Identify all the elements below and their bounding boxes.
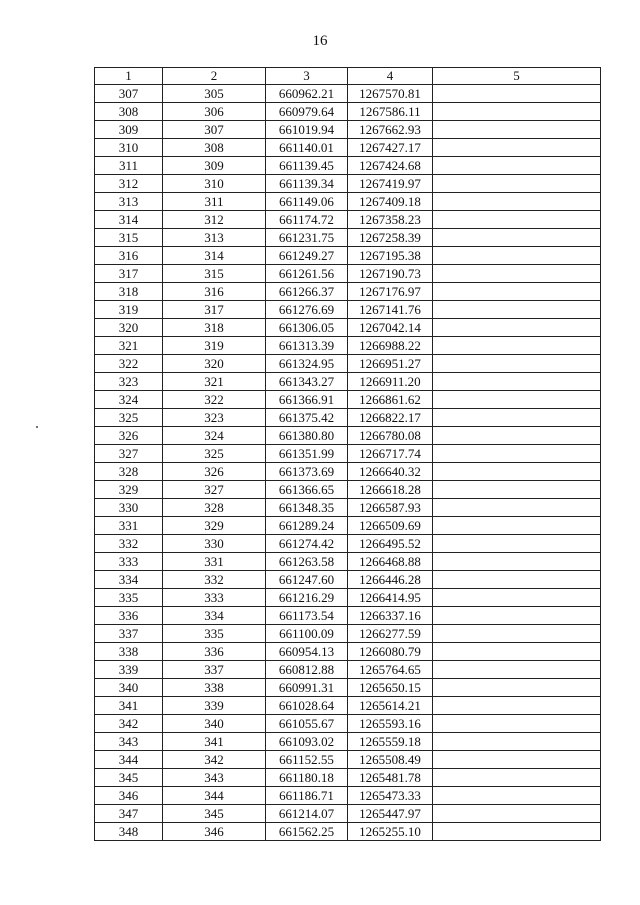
table-row bbox=[95, 787, 601, 805]
table-header-row bbox=[95, 68, 601, 85]
table-cell bbox=[433, 283, 601, 301]
table-cell: 1267419.97 bbox=[348, 175, 433, 193]
table-cell: 313 bbox=[95, 193, 163, 211]
table-cell bbox=[433, 463, 601, 481]
table-cell: 1266822.17 bbox=[348, 409, 433, 427]
page-number: 16 bbox=[312, 33, 328, 49]
table-cell: 661186.71 bbox=[266, 787, 348, 805]
table-cell: 310 bbox=[163, 175, 266, 193]
table-cell: 321 bbox=[163, 373, 266, 391]
table-cell bbox=[433, 373, 601, 391]
table-cell bbox=[433, 175, 601, 193]
table-cell bbox=[433, 517, 601, 535]
table-row bbox=[95, 823, 601, 841]
table-cell: 1265447.97 bbox=[348, 805, 433, 823]
table-cell: 327 bbox=[95, 445, 163, 463]
table-cell: 1265255.10 bbox=[348, 823, 433, 841]
table-cell: 315 bbox=[95, 229, 163, 247]
table-cell: 314 bbox=[95, 211, 163, 229]
table-cell: 320 bbox=[163, 355, 266, 373]
table-cell: 660962.21 bbox=[266, 85, 348, 103]
table-cell: 337 bbox=[163, 661, 266, 679]
table-row bbox=[95, 517, 601, 535]
table-cell: 316 bbox=[95, 247, 163, 265]
table-cell bbox=[433, 499, 601, 517]
table-row bbox=[95, 355, 601, 373]
table-cell bbox=[433, 103, 601, 121]
table-row bbox=[95, 607, 601, 625]
table-cell bbox=[433, 301, 601, 319]
table-cell bbox=[433, 211, 601, 229]
table-cell: 309 bbox=[95, 121, 163, 139]
table-cell: 1267662.93 bbox=[348, 121, 433, 139]
table-cell: 661214.07 bbox=[266, 805, 348, 823]
table-cell bbox=[433, 481, 601, 499]
table-cell: 661174.72 bbox=[266, 211, 348, 229]
table-cell bbox=[433, 391, 601, 409]
table-cell bbox=[433, 823, 601, 841]
table-cell: 344 bbox=[163, 787, 266, 805]
table-row bbox=[95, 337, 601, 355]
table-row bbox=[95, 211, 601, 229]
table-cell: 318 bbox=[95, 283, 163, 301]
table-cell: 315 bbox=[163, 265, 266, 283]
table-cell: 661366.91 bbox=[266, 391, 348, 409]
table-cell: 327 bbox=[163, 481, 266, 499]
table-cell: 324 bbox=[163, 427, 266, 445]
table-row bbox=[95, 643, 601, 661]
table-cell: 661366.65 bbox=[266, 481, 348, 499]
table-row bbox=[95, 751, 601, 769]
table-cell: 660954.13 bbox=[266, 643, 348, 661]
table-cell: 661274.42 bbox=[266, 535, 348, 553]
table-cell: 343 bbox=[163, 769, 266, 787]
table-cell: 308 bbox=[163, 139, 266, 157]
table-row bbox=[95, 679, 601, 697]
table-cell: 306 bbox=[163, 103, 266, 121]
table-cell: 328 bbox=[95, 463, 163, 481]
table-cell: 319 bbox=[163, 337, 266, 355]
table-cell: 334 bbox=[95, 571, 163, 589]
table-cell: 1267586.11 bbox=[348, 103, 433, 121]
table-cell: 661180.18 bbox=[266, 769, 348, 787]
table-cell: 340 bbox=[163, 715, 266, 733]
table-cell: 661276.69 bbox=[266, 301, 348, 319]
table-cell bbox=[433, 751, 601, 769]
table-cell: 338 bbox=[163, 679, 266, 697]
table-cell: 313 bbox=[163, 229, 266, 247]
table-cell: 317 bbox=[163, 301, 266, 319]
table-cell: 1266337.16 bbox=[348, 607, 433, 625]
table-row bbox=[95, 463, 601, 481]
table-cell: 660991.31 bbox=[266, 679, 348, 697]
table-cell: 321 bbox=[95, 337, 163, 355]
table-row bbox=[95, 733, 601, 751]
table-cell: 320 bbox=[95, 319, 163, 337]
table-row bbox=[95, 661, 601, 679]
table-cell: 336 bbox=[163, 643, 266, 661]
table-cell: 333 bbox=[163, 589, 266, 607]
table-cell bbox=[433, 715, 601, 733]
table-cell: 341 bbox=[163, 733, 266, 751]
table-row bbox=[95, 391, 601, 409]
table-row bbox=[95, 481, 601, 499]
table-cell: 661149.06 bbox=[266, 193, 348, 211]
table-cell: 324 bbox=[95, 391, 163, 409]
table-cell: 1266911.20 bbox=[348, 373, 433, 391]
table-cell: 339 bbox=[163, 697, 266, 715]
table-cell: 331 bbox=[95, 517, 163, 535]
table-row bbox=[95, 499, 601, 517]
table-row bbox=[95, 589, 601, 607]
table-row bbox=[95, 715, 601, 733]
table-cell: 325 bbox=[95, 409, 163, 427]
table-row bbox=[95, 193, 601, 211]
table-cell: 1266495.52 bbox=[348, 535, 433, 553]
table-row bbox=[95, 553, 601, 571]
table-cell: 1266988.22 bbox=[348, 337, 433, 355]
table-cell: 1266640.32 bbox=[348, 463, 433, 481]
table-row bbox=[95, 535, 601, 553]
table-cell: 1267358.23 bbox=[348, 211, 433, 229]
table-cell: 335 bbox=[95, 589, 163, 607]
scan-artifact-dot bbox=[36, 426, 38, 428]
table-cell: 1266446.28 bbox=[348, 571, 433, 589]
table-cell: 661140.01 bbox=[266, 139, 348, 157]
table-cell: 661093.02 bbox=[266, 733, 348, 751]
table-cell: 312 bbox=[163, 211, 266, 229]
table-cell bbox=[433, 697, 601, 715]
table-cell: 661173.54 bbox=[266, 607, 348, 625]
table-cell: 1267195.38 bbox=[348, 247, 433, 265]
table-cell: 1267042.14 bbox=[348, 319, 433, 337]
table-cell: 661324.95 bbox=[266, 355, 348, 373]
table-cell: 1266717.74 bbox=[348, 445, 433, 463]
table-cell: 661249.27 bbox=[266, 247, 348, 265]
column-header: 4 bbox=[348, 68, 433, 85]
table-cell: 337 bbox=[95, 625, 163, 643]
table-row bbox=[95, 229, 601, 247]
table-cell: 1266277.59 bbox=[348, 625, 433, 643]
table-cell: 307 bbox=[95, 85, 163, 103]
table-cell: 1265473.33 bbox=[348, 787, 433, 805]
table-cell: 330 bbox=[95, 499, 163, 517]
table-cell bbox=[433, 139, 601, 157]
table-cell: 1265650.15 bbox=[348, 679, 433, 697]
table-cell: 339 bbox=[95, 661, 163, 679]
table-cell: 661247.60 bbox=[266, 571, 348, 589]
table-cell: 1267176.97 bbox=[348, 283, 433, 301]
table-cell: 345 bbox=[95, 769, 163, 787]
coordinates-table bbox=[94, 67, 601, 841]
table-cell bbox=[433, 229, 601, 247]
table-cell: 661289.24 bbox=[266, 517, 348, 535]
table-cell bbox=[433, 535, 601, 553]
table-cell: 343 bbox=[95, 733, 163, 751]
table-cell: 319 bbox=[95, 301, 163, 319]
table-cell: 338 bbox=[95, 643, 163, 661]
table-row bbox=[95, 571, 601, 589]
table-cell: 307 bbox=[163, 121, 266, 139]
table-cell: 661266.37 bbox=[266, 283, 348, 301]
table-cell: 322 bbox=[95, 355, 163, 373]
table-row bbox=[95, 121, 601, 139]
table-cell bbox=[433, 319, 601, 337]
table-row bbox=[95, 769, 601, 787]
table-cell: 329 bbox=[163, 517, 266, 535]
table-cell: 1266080.79 bbox=[348, 643, 433, 661]
table-cell bbox=[433, 337, 601, 355]
table-cell: 661562.25 bbox=[266, 823, 348, 841]
column-header: 5 bbox=[433, 68, 601, 85]
table-cell: 345 bbox=[163, 805, 266, 823]
table-cell: 661261.56 bbox=[266, 265, 348, 283]
table-cell bbox=[433, 85, 601, 103]
table-cell bbox=[433, 787, 601, 805]
table-cell: 1265559.18 bbox=[348, 733, 433, 751]
table-cell: 328 bbox=[163, 499, 266, 517]
table-cell: 305 bbox=[163, 85, 266, 103]
table-cell: 661139.34 bbox=[266, 175, 348, 193]
table-cell: 1265764.65 bbox=[348, 661, 433, 679]
column-header: 1 bbox=[95, 68, 163, 85]
table-cell: 322 bbox=[163, 391, 266, 409]
table-cell: 661375.42 bbox=[266, 409, 348, 427]
table-cell: 329 bbox=[95, 481, 163, 499]
table-cell: 661263.58 bbox=[266, 553, 348, 571]
table-cell bbox=[433, 553, 601, 571]
table-row bbox=[95, 373, 601, 391]
table-cell: 1265614.21 bbox=[348, 697, 433, 715]
table-cell: 346 bbox=[95, 787, 163, 805]
table-cell: 660812.88 bbox=[266, 661, 348, 679]
table-cell bbox=[433, 445, 601, 463]
table-cell: 309 bbox=[163, 157, 266, 175]
table-row bbox=[95, 175, 601, 193]
table-cell: 661152.55 bbox=[266, 751, 348, 769]
table-cell: 311 bbox=[163, 193, 266, 211]
table-cell bbox=[433, 193, 601, 211]
table-cell bbox=[433, 157, 601, 175]
table-cell: 1267258.39 bbox=[348, 229, 433, 247]
table-row bbox=[95, 697, 601, 715]
table-cell bbox=[433, 643, 601, 661]
table-body bbox=[95, 85, 601, 841]
table-row bbox=[95, 139, 601, 157]
table-cell: 344 bbox=[95, 751, 163, 769]
table-cell: 326 bbox=[95, 427, 163, 445]
table-cell bbox=[433, 733, 601, 751]
table-cell: 661055.67 bbox=[266, 715, 348, 733]
table-cell: 1266414.95 bbox=[348, 589, 433, 607]
table-cell bbox=[433, 247, 601, 265]
table-cell: 330 bbox=[163, 535, 266, 553]
table-cell: 334 bbox=[163, 607, 266, 625]
table-cell bbox=[433, 265, 601, 283]
table-row bbox=[95, 445, 601, 463]
table-cell: 661380.80 bbox=[266, 427, 348, 445]
table-row bbox=[95, 265, 601, 283]
table-cell: 331 bbox=[163, 553, 266, 571]
table-cell: 660979.64 bbox=[266, 103, 348, 121]
table-cell: 310 bbox=[95, 139, 163, 157]
table-cell: 316 bbox=[163, 283, 266, 301]
table-cell: 312 bbox=[95, 175, 163, 193]
table-cell bbox=[433, 625, 601, 643]
table-cell: 1265481.78 bbox=[348, 769, 433, 787]
table-cell bbox=[433, 805, 601, 823]
table-cell: 1266780.08 bbox=[348, 427, 433, 445]
column-header: 3 bbox=[266, 68, 348, 85]
table-cell: 1266468.88 bbox=[348, 553, 433, 571]
table-cell: 1266618.28 bbox=[348, 481, 433, 499]
table-cell bbox=[433, 121, 601, 139]
table-cell: 323 bbox=[95, 373, 163, 391]
table-cell bbox=[433, 409, 601, 427]
table-cell: 318 bbox=[163, 319, 266, 337]
table-cell: 1266861.62 bbox=[348, 391, 433, 409]
table-cell: 1266951.27 bbox=[348, 355, 433, 373]
table-cell: 1265508.49 bbox=[348, 751, 433, 769]
table-cell: 661351.99 bbox=[266, 445, 348, 463]
table-cell: 661139.45 bbox=[266, 157, 348, 175]
table-cell: 314 bbox=[163, 247, 266, 265]
table-cell bbox=[433, 769, 601, 787]
table-row bbox=[95, 283, 601, 301]
table-cell: 348 bbox=[95, 823, 163, 841]
table-cell: 342 bbox=[163, 751, 266, 769]
table-cell: 1267141.76 bbox=[348, 301, 433, 319]
table-cell: 661343.27 bbox=[266, 373, 348, 391]
table-cell: 317 bbox=[95, 265, 163, 283]
table-row bbox=[95, 319, 601, 337]
table-cell: 661028.64 bbox=[266, 697, 348, 715]
table-cell bbox=[433, 679, 601, 697]
table-cell: 308 bbox=[95, 103, 163, 121]
table-cell: 311 bbox=[95, 157, 163, 175]
table-row bbox=[95, 103, 601, 121]
table-cell: 1266587.93 bbox=[348, 499, 433, 517]
table-cell: 325 bbox=[163, 445, 266, 463]
table-cell: 661231.75 bbox=[266, 229, 348, 247]
table-cell: 1267427.17 bbox=[348, 139, 433, 157]
table-cell: 661216.29 bbox=[266, 589, 348, 607]
table-row bbox=[95, 625, 601, 643]
table-cell: 341 bbox=[95, 697, 163, 715]
table-row bbox=[95, 301, 601, 319]
table-row bbox=[95, 805, 601, 823]
table-cell bbox=[433, 427, 601, 445]
table-cell: 661100.09 bbox=[266, 625, 348, 643]
table-cell: 346 bbox=[163, 823, 266, 841]
table-cell: 1267190.73 bbox=[348, 265, 433, 283]
table-cell: 347 bbox=[95, 805, 163, 823]
table-cell: 335 bbox=[163, 625, 266, 643]
table-cell: 342 bbox=[95, 715, 163, 733]
table-cell: 340 bbox=[95, 679, 163, 697]
column-header: 2 bbox=[163, 68, 266, 85]
table-cell: 1267409.18 bbox=[348, 193, 433, 211]
table-cell: 661348.35 bbox=[266, 499, 348, 517]
table-row bbox=[95, 157, 601, 175]
table-cell: 332 bbox=[95, 535, 163, 553]
table-cell: 1267424.68 bbox=[348, 157, 433, 175]
table-cell: 661019.94 bbox=[266, 121, 348, 139]
table-cell: 661373.69 bbox=[266, 463, 348, 481]
table-cell: 1267570.81 bbox=[348, 85, 433, 103]
table-cell: 661313.39 bbox=[266, 337, 348, 355]
table-cell bbox=[433, 571, 601, 589]
table-row bbox=[95, 247, 601, 265]
table-cell: 326 bbox=[163, 463, 266, 481]
table-cell: 332 bbox=[163, 571, 266, 589]
table-cell: 323 bbox=[163, 409, 266, 427]
table-cell bbox=[433, 661, 601, 679]
table-row bbox=[95, 409, 601, 427]
table-cell: 333 bbox=[95, 553, 163, 571]
table-row bbox=[95, 85, 601, 103]
table-cell: 661306.05 bbox=[266, 319, 348, 337]
table-cell bbox=[433, 355, 601, 373]
table-cell bbox=[433, 607, 601, 625]
table-row bbox=[95, 427, 601, 445]
table-cell bbox=[433, 589, 601, 607]
table-cell: 336 bbox=[95, 607, 163, 625]
table-cell: 1266509.69 bbox=[348, 517, 433, 535]
table-cell: 1265593.16 bbox=[348, 715, 433, 733]
